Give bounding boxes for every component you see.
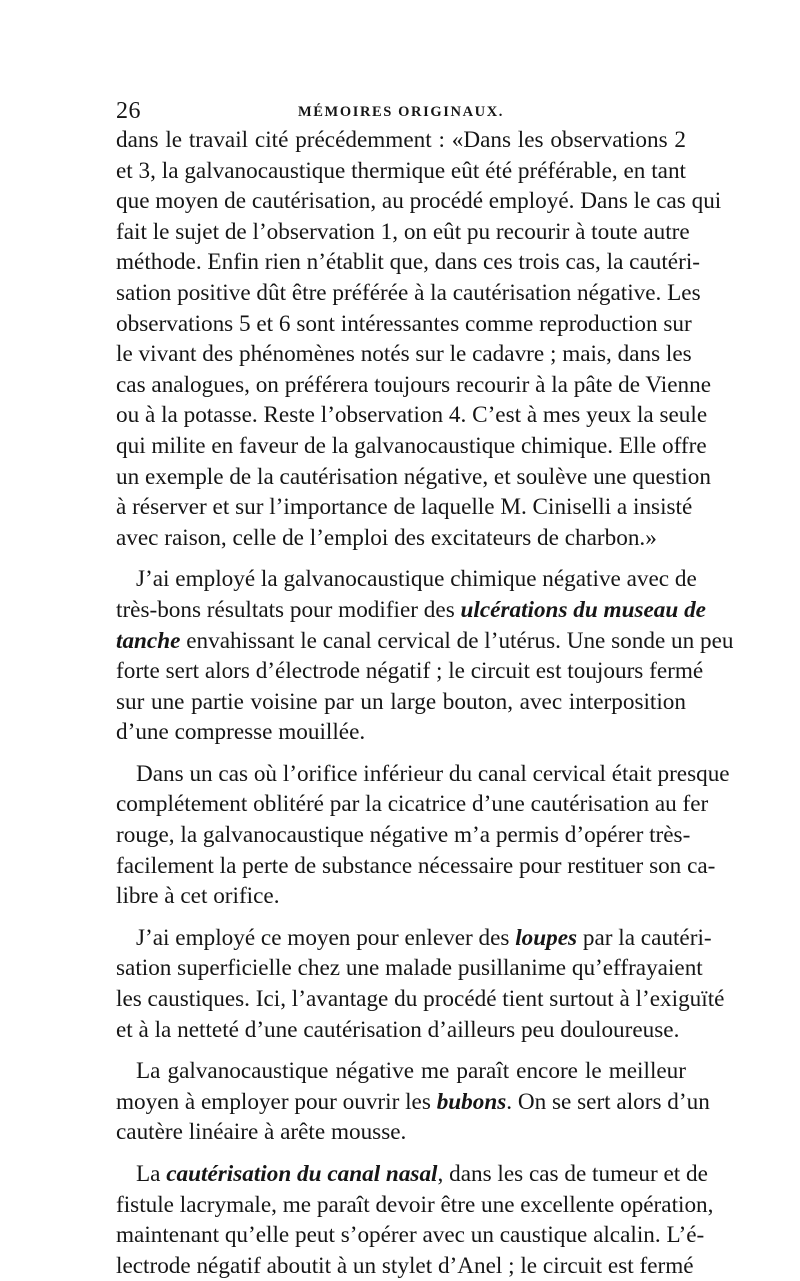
running-title: MÉMOIRES ORIGINAUX. [297,104,505,120]
line-text-segment: J’ai employé ce moyen pour enlever des [136,924,516,951]
text-line: maintenant qu’elle peut s’opérer avec un caustique alcalin. L’é- [116,1222,705,1249]
page-header [116,98,686,128]
text-line [116,626,734,657]
text-line: fait le sujet de l’observation 1, on eût pu recourir à toute autre [116,218,690,245]
text-line: le vivant des phénomènes notés sur le cadavre ; mais, dans les [116,341,692,368]
text-line: à réserver et sur l’importance de laquelle M. Ciniselli a insisté [116,494,693,521]
text-line: dans le travail cité précédemment : «Dans les observations 2 [116,127,686,153]
text-line: fistule lacrymale, me paraît devoir être une excellente opération, [116,1191,714,1218]
text-line: forte sert alors d’électrode négatif ; le circuit est toujours fermé [116,658,704,685]
page-number: 26 [116,98,141,124]
text-line: un exemple de la cautérisation négative, et soulève une question [116,463,711,490]
text-line [116,923,712,954]
text-line: qui milite en faveur de la galvanocaustique chimique. Elle offre [116,432,707,459]
paragraph [116,564,734,748]
paragraph [116,1159,714,1281]
text-line: méthode. Enfin rien n’établit que, dans ces trois cas, la cautéri- [116,249,700,276]
text-line: avec raison, celle de l’emploi des excitateurs de charbon.» [116,524,657,551]
line-text-segment: par la cautéri- [577,924,712,951]
text-line: ou à la potasse. Reste l’observation 4. C’est à mes yeux la seule [116,402,708,429]
emphasized-term: bubons [436,1088,507,1115]
line-text-segment: , dans les cas de tumeur et de [437,1161,708,1187]
line-text-segment: envahissant le canal cervical de l’utérus. Une sonde un peu [180,627,734,654]
text-line [116,1159,708,1190]
line-text-segment: très-bons résultats pour modifier des [116,596,461,623]
paragraph [116,125,722,553]
text-line: Dans un cas où l’orifice inférieur du canal cervical était presque [136,760,730,787]
text-line: et à la netteté d’une cautérisation d’ailleurs peu douloureuse. [116,1016,680,1043]
text-line: et 3, la galvanocaustique thermique eût été préférable, en tant [116,157,686,184]
line-text-segment: . On se sert alors d’un [506,1088,710,1115]
emphasized-term: ulcérations du museau de [460,596,706,623]
text-line: sur une partie voisine par un large bouton, avec interposition [116,688,686,715]
text-line: cas analogues, on préférera toujours recourir à la pâte de Vienne [116,371,711,398]
text-line: observations 5 et 6 sont intéressantes comme reproduction sur [116,310,692,337]
line-text-segment: La [136,1161,167,1187]
text-line: sation positive dût être préférée à la cautérisation négative. Les [116,279,701,306]
emphasized-term: cautérisation du canal nasal [166,1161,438,1187]
paragraph [116,923,725,1045]
text-line: lectrode négatif aboutit à un stylet d’Anel ; le circuit est fermé [116,1252,694,1279]
text-line: J’ai employé la galvanocaustique chimique négative avec de [136,566,697,593]
paragraph [116,1056,710,1148]
text-line: sation superficielle chez une malade pusillanime qu’effrayaient [116,955,703,982]
text-line: les caustiques. Ici, l’avantage du procédé tient surtout à l’exiguïté [116,986,725,1013]
text-line: cautère linéaire à arête mousse. [116,1119,407,1146]
paragraph [116,759,730,912]
text-line: facilement la perte de substance nécessaire pour restituer son ca- [116,852,716,879]
line-text-segment: moyen à employer pour ouvrir les [116,1088,437,1115]
text-line: rouge, la galvanocaustique négative m’a permis d’opérer très- [116,822,691,849]
text-line [116,1087,710,1118]
emphasized-term: loupes [515,924,578,951]
text-line: que moyen de cautérisation, au procédé employé. Dans le cas qui [116,188,722,215]
text-line: d’une compresse mouillée. [116,719,366,746]
text-line [116,595,706,626]
text-line: libre à cet orifice. [116,883,280,910]
body-text [116,125,734,1281]
text-line: complétement oblitéré par la cicatrice d’une cautérisation au fer [116,791,709,818]
emphasized-term: tanche [116,627,181,654]
text-line: La galvanocaustique négative me paraît encore le meilleur [136,1058,686,1085]
